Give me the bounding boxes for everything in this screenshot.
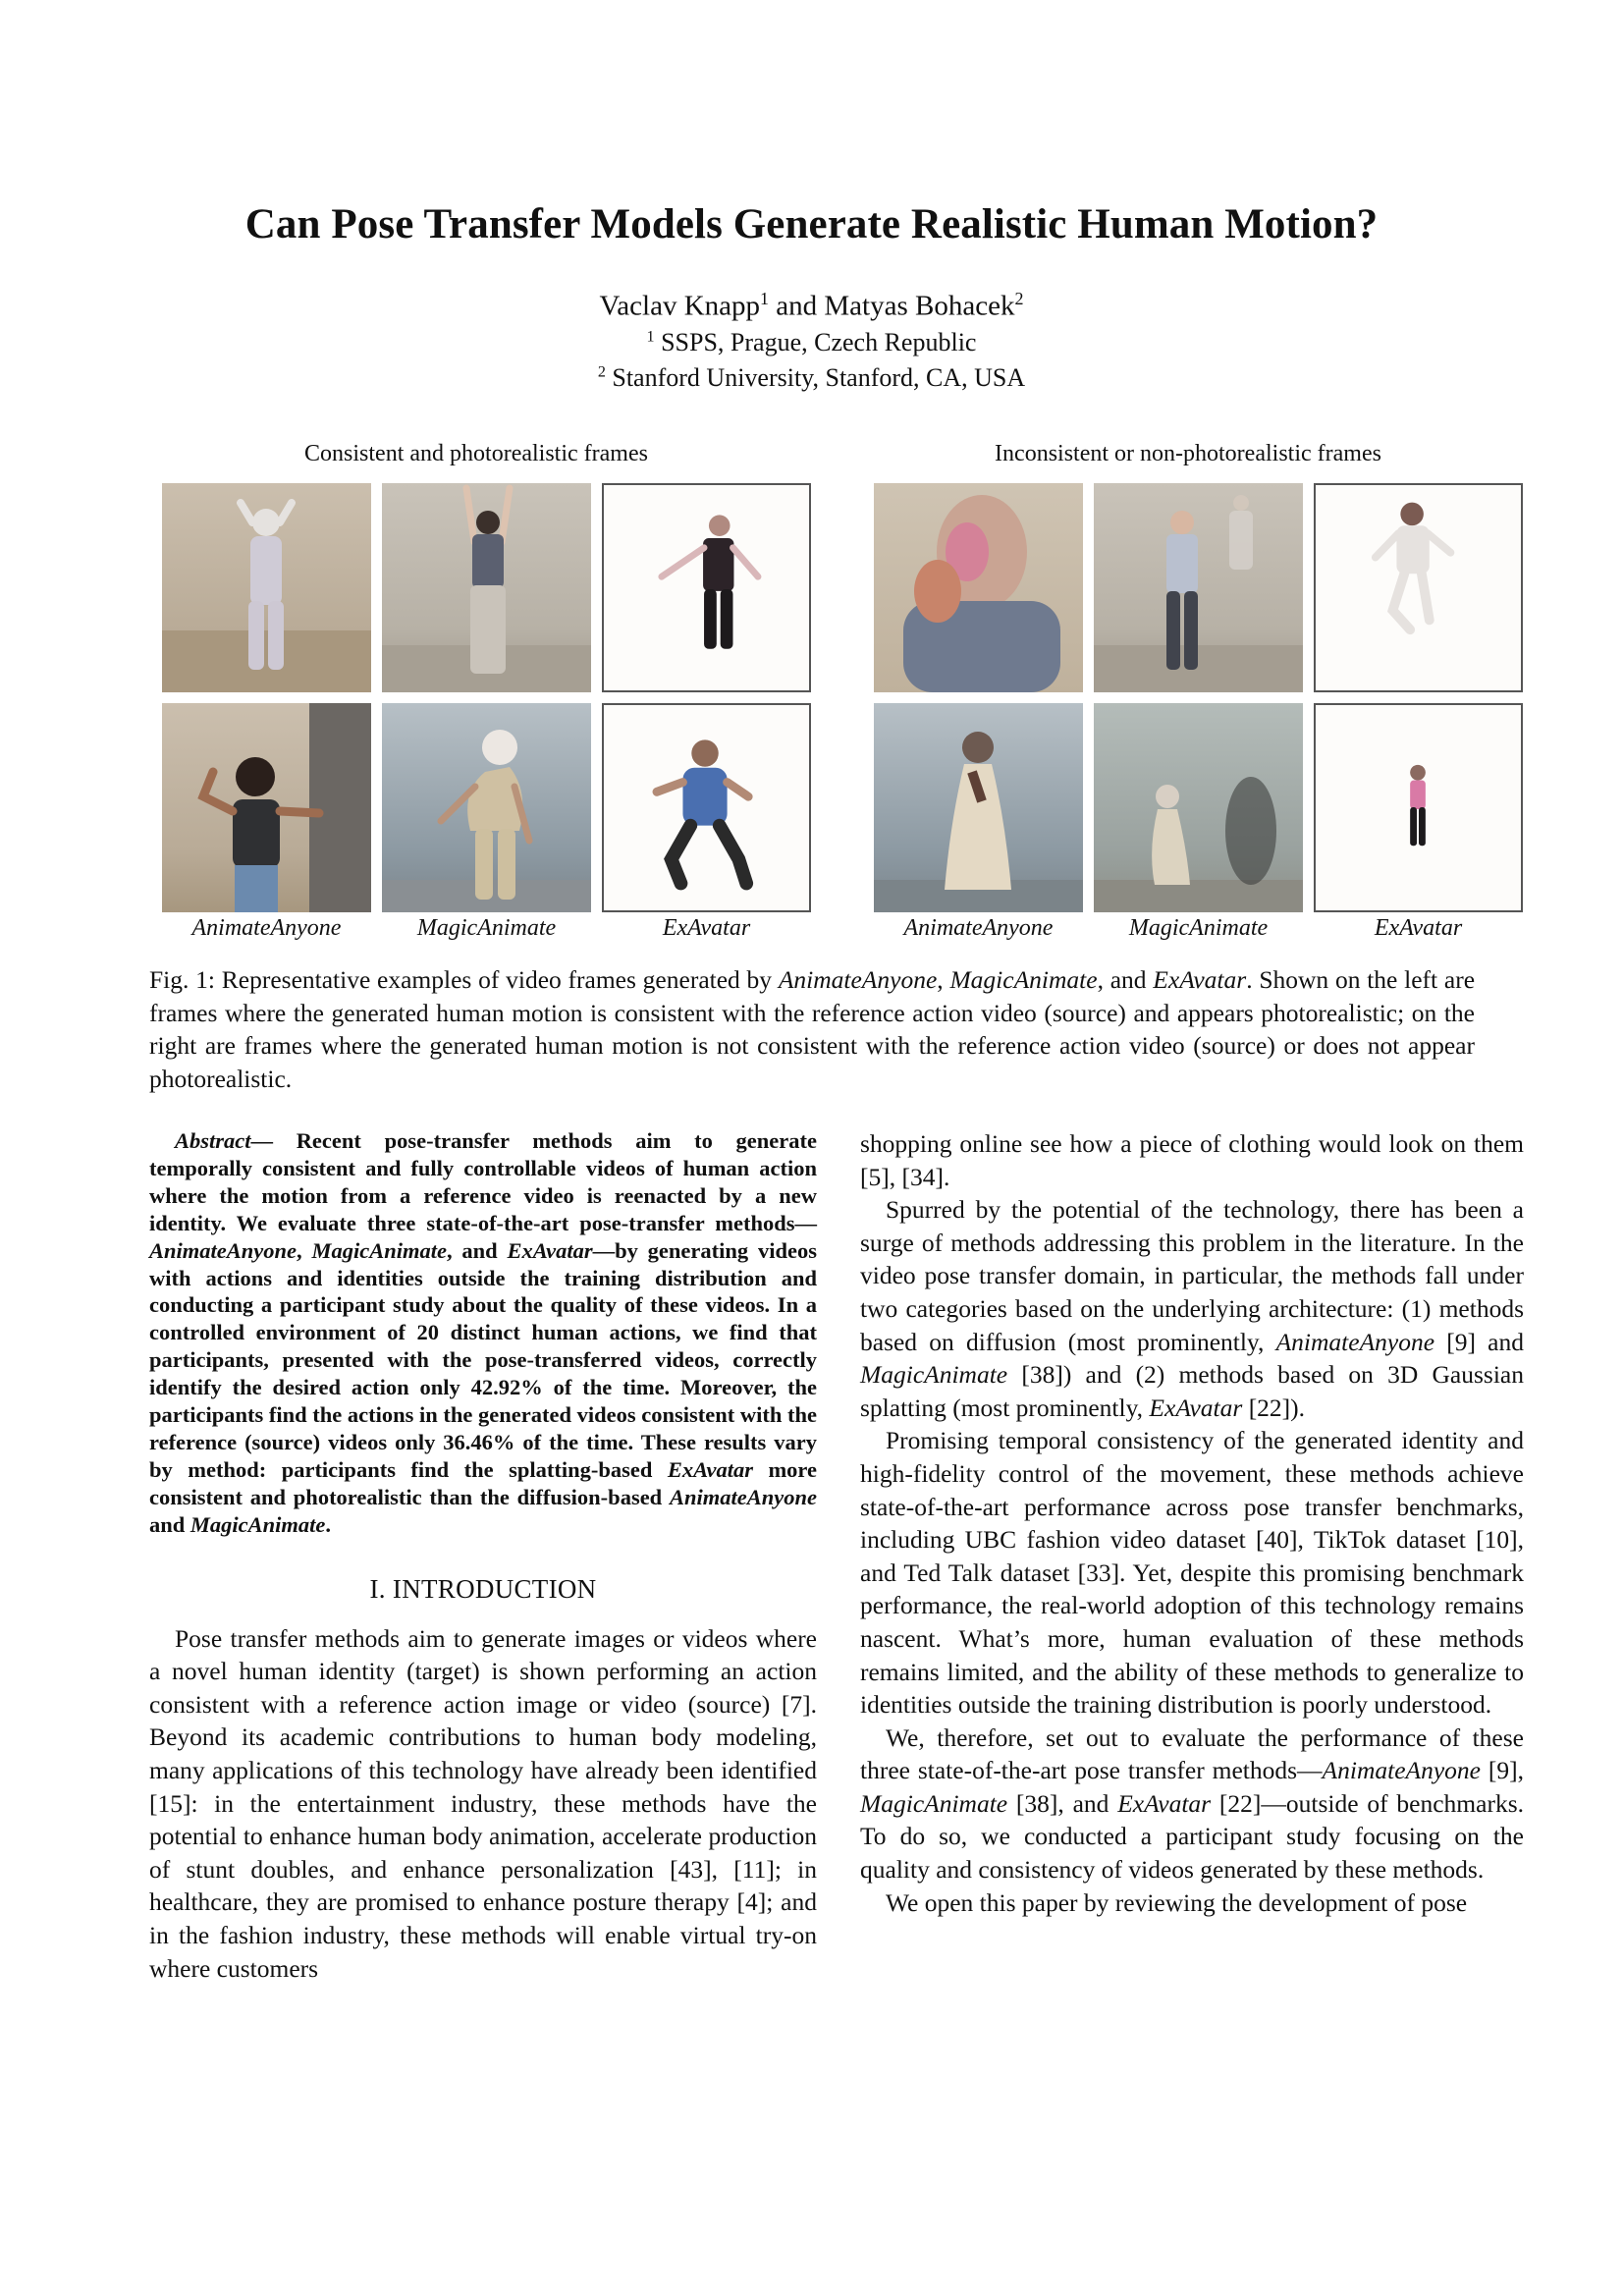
figure-frame	[1094, 483, 1303, 692]
caption-method: MagicAnimate	[949, 965, 1098, 994]
person-figure-illustration	[604, 485, 809, 690]
caption-text: . Shown on the left are frames where the generated human motion is consistent with the reference action video (source) and appears photorealistic; on the right are frames where the generated human motion is not consistent with the reference action video (source) or does not appear photorealistic.	[149, 965, 1476, 1093]
figure-left-heading: Consistent and photorealistic frames	[304, 441, 648, 466]
affiliation	[0, 328, 1623, 357]
intro-paragraph: We open this paper by reviewing the development of pose	[886, 1887, 1468, 1917]
figure-frame	[382, 483, 591, 692]
paragraph-text: We, therefore, set out to evaluate the performance of these three state-of-the-art pose transfer methods—	[860, 1722, 1524, 1785]
intro-paragraph	[860, 1722, 1524, 1886]
figure-frame	[602, 703, 811, 912]
person-figure-illustration	[874, 703, 1083, 912]
figure-frame	[382, 703, 591, 912]
paragraph-text: [9] and	[1434, 1327, 1524, 1356]
affiliation	[0, 363, 1623, 393]
method-label: ExAvatar	[1374, 915, 1463, 941]
person-figure-illustration	[382, 703, 591, 912]
affiliation-text: SSPS, Prague, Czech Republic	[661, 328, 977, 356]
abstract-text: more consistent and photorealistic than the diffusion-based	[149, 1456, 817, 1509]
intro-paragraph: Promising temporal consistency of the generated identity and high-fidelity control of the movement, these methods achieve state-of-the-art performance across pose transfer benchmarks, including UBC fashion video dataset [40], TikTok dataset [10], and Ted Talk dataset [33]. Yet, despite this promising benchmark performance, the real-world adoption of this technology remains nascent. What’s more, human evaluation of these methods remains limited, and the ability of these methods to generalize to identities outside the training distribution is poorly understood.	[860, 1426, 1524, 1720]
method-label: AnimateAnyone	[903, 915, 1054, 941]
figure-frame	[162, 703, 371, 912]
abstract-text: Recent pose-transfer methods aim to generate temporally consistent and fully controllable videos of human action where the motion from a reference video is reenacted by a new identity. We evaluate three state-of-the-art pose-transfer methods—	[149, 1128, 817, 1235]
person-figure-illustration	[604, 705, 809, 910]
method-label: MagicAnimate	[1128, 915, 1269, 941]
paragraph-text: [22]).	[1242, 1393, 1306, 1422]
method-label: ExAvatar	[662, 915, 751, 941]
paper-title: Can Pose Transfer Models Generate Realistic Human Motion?	[244, 201, 1379, 247]
abstract-method: ExAvatar	[667, 1456, 753, 1482]
caption-method: ExAvatar	[1153, 965, 1247, 994]
author-affiliation-mark: 2	[1014, 289, 1024, 308]
intro-paragraph	[860, 1193, 1524, 1424]
abstract-text: —by generating videos with actions and identities outside the training distribution and conducting a participant study about the quality of these videos. In a controlled environment of 20 distinct human actions, we find that participants, presented with the pose-transferred videos, correctly identify the desired action only 42.92% of the time. Moreover, the participants find the actions in the generated videos consistent with the reference (source) videos only 36.46% of the time. These results vary by method: participants find the splatting-based	[149, 1237, 817, 1482]
author-name: Vaclav Knapp	[599, 290, 761, 322]
caption-text: ,	[937, 965, 950, 994]
affiliation-text: Stanford University, Stanford, CA, USA	[612, 363, 1026, 392]
section-heading: I. INTRODUCTION	[369, 1573, 597, 1604]
left-column	[149, 1127, 817, 1985]
figure-frame	[874, 483, 1083, 692]
abstract-text: —	[250, 1128, 297, 1153]
person-figure-illustration	[1094, 483, 1303, 692]
person-figure-illustration	[382, 483, 591, 692]
figure-frame	[162, 483, 371, 692]
paragraph-method: ExAvatar	[1149, 1393, 1243, 1422]
person-figure-illustration	[1094, 703, 1303, 912]
intro-paragraph: Pose transfer methods aim to generate images or videos where a novel human identity (target) is shown performing an action consistent with a reference action image or video (source) [7]. Beyond its academic contributions to human body modeling, many applications of this technology have already been identified [15]: in the entertainment industry, these methods have the potential to enhance human body animation, accelerate production of stunt doubles, and enhance personalization [43], [11]; in healthcare, they are promised to enhance posture therapy [4]; and in the fashion industry, these methods will enable virtual try-on where customers	[149, 1623, 817, 1983]
abstract	[149, 1127, 817, 1539]
abstract-text: and	[149, 1511, 190, 1537]
paragraph-text: [38]) and (2) methods based on 3D Gaussian splatting (most prominently,	[860, 1360, 1524, 1422]
method-label: MagicAnimate	[416, 915, 557, 941]
person-figure-illustration	[162, 703, 371, 912]
person-figure-illustration	[1316, 485, 1521, 690]
caption-text: , and	[1097, 965, 1154, 994]
method-label: AnimateAnyone	[191, 915, 342, 941]
paragraph-method: AnimateAnyone	[1275, 1327, 1435, 1356]
author-line	[0, 289, 1623, 323]
author-conjunction: and	[769, 290, 825, 322]
abstract-method: MagicAnimate	[311, 1237, 447, 1263]
abstract-method: MagicAnimate	[189, 1511, 326, 1537]
person-figure-illustration	[162, 483, 371, 692]
paragraph-text: [22]—outside of benchmarks. To do so, we conducted a participant study focusing on the quality and consistency of videos generated by these methods.	[860, 1788, 1524, 1885]
abstract-lead: Abstract	[175, 1128, 251, 1153]
abstract-text: , and	[446, 1237, 508, 1263]
author-affiliation-mark: 1	[760, 289, 769, 308]
abstract-method: ExAvatar	[507, 1237, 593, 1263]
figure-right-heading: Inconsistent or non-photorealistic frames	[995, 441, 1381, 466]
affiliation-mark: 2	[597, 363, 606, 381]
intro-paragraph: shopping online see how a piece of clothing would look on them [5], [34].	[860, 1129, 1524, 1191]
figure-frame	[1314, 483, 1523, 692]
person-figure-illustration	[874, 483, 1083, 692]
paragraph-text: [9],	[1481, 1756, 1524, 1785]
abstract-text: ,	[297, 1237, 312, 1263]
figure-frame	[1314, 703, 1523, 912]
paragraph-method: MagicAnimate	[860, 1360, 1008, 1390]
abstract-text: .	[325, 1511, 332, 1537]
caption-method: AnimateAnyone	[778, 965, 938, 994]
figure-caption	[149, 963, 1475, 1095]
author-name: Matyas Bohacek	[824, 290, 1015, 322]
figure-frame	[602, 483, 811, 692]
paragraph-text: [38], and	[1007, 1788, 1118, 1818]
abstract-method: AnimateAnyone	[669, 1484, 817, 1509]
person-figure-illustration	[1316, 705, 1521, 910]
affiliation-mark: 1	[646, 328, 655, 346]
paragraph-text: Spurred by the potential of the technology, there has been a surge of methods addressing this problem in the literature. In the video pose transfer domain, in particular, the methods fall under two categories based on the underlying architecture: (1) methods based on diffusion (most prominently,	[860, 1195, 1524, 1356]
figure-frame	[1094, 703, 1303, 912]
caption-text: Fig. 1: Representative examples of video frames generated by	[149, 965, 779, 994]
figure-frame	[874, 703, 1083, 912]
paragraph-method: MagicAnimate	[860, 1788, 1008, 1818]
paragraph-method: ExAvatar	[1117, 1788, 1212, 1818]
abstract-method: AnimateAnyone	[149, 1237, 298, 1263]
right-column	[860, 1127, 1524, 1919]
paragraph-method: AnimateAnyone	[1322, 1756, 1481, 1785]
